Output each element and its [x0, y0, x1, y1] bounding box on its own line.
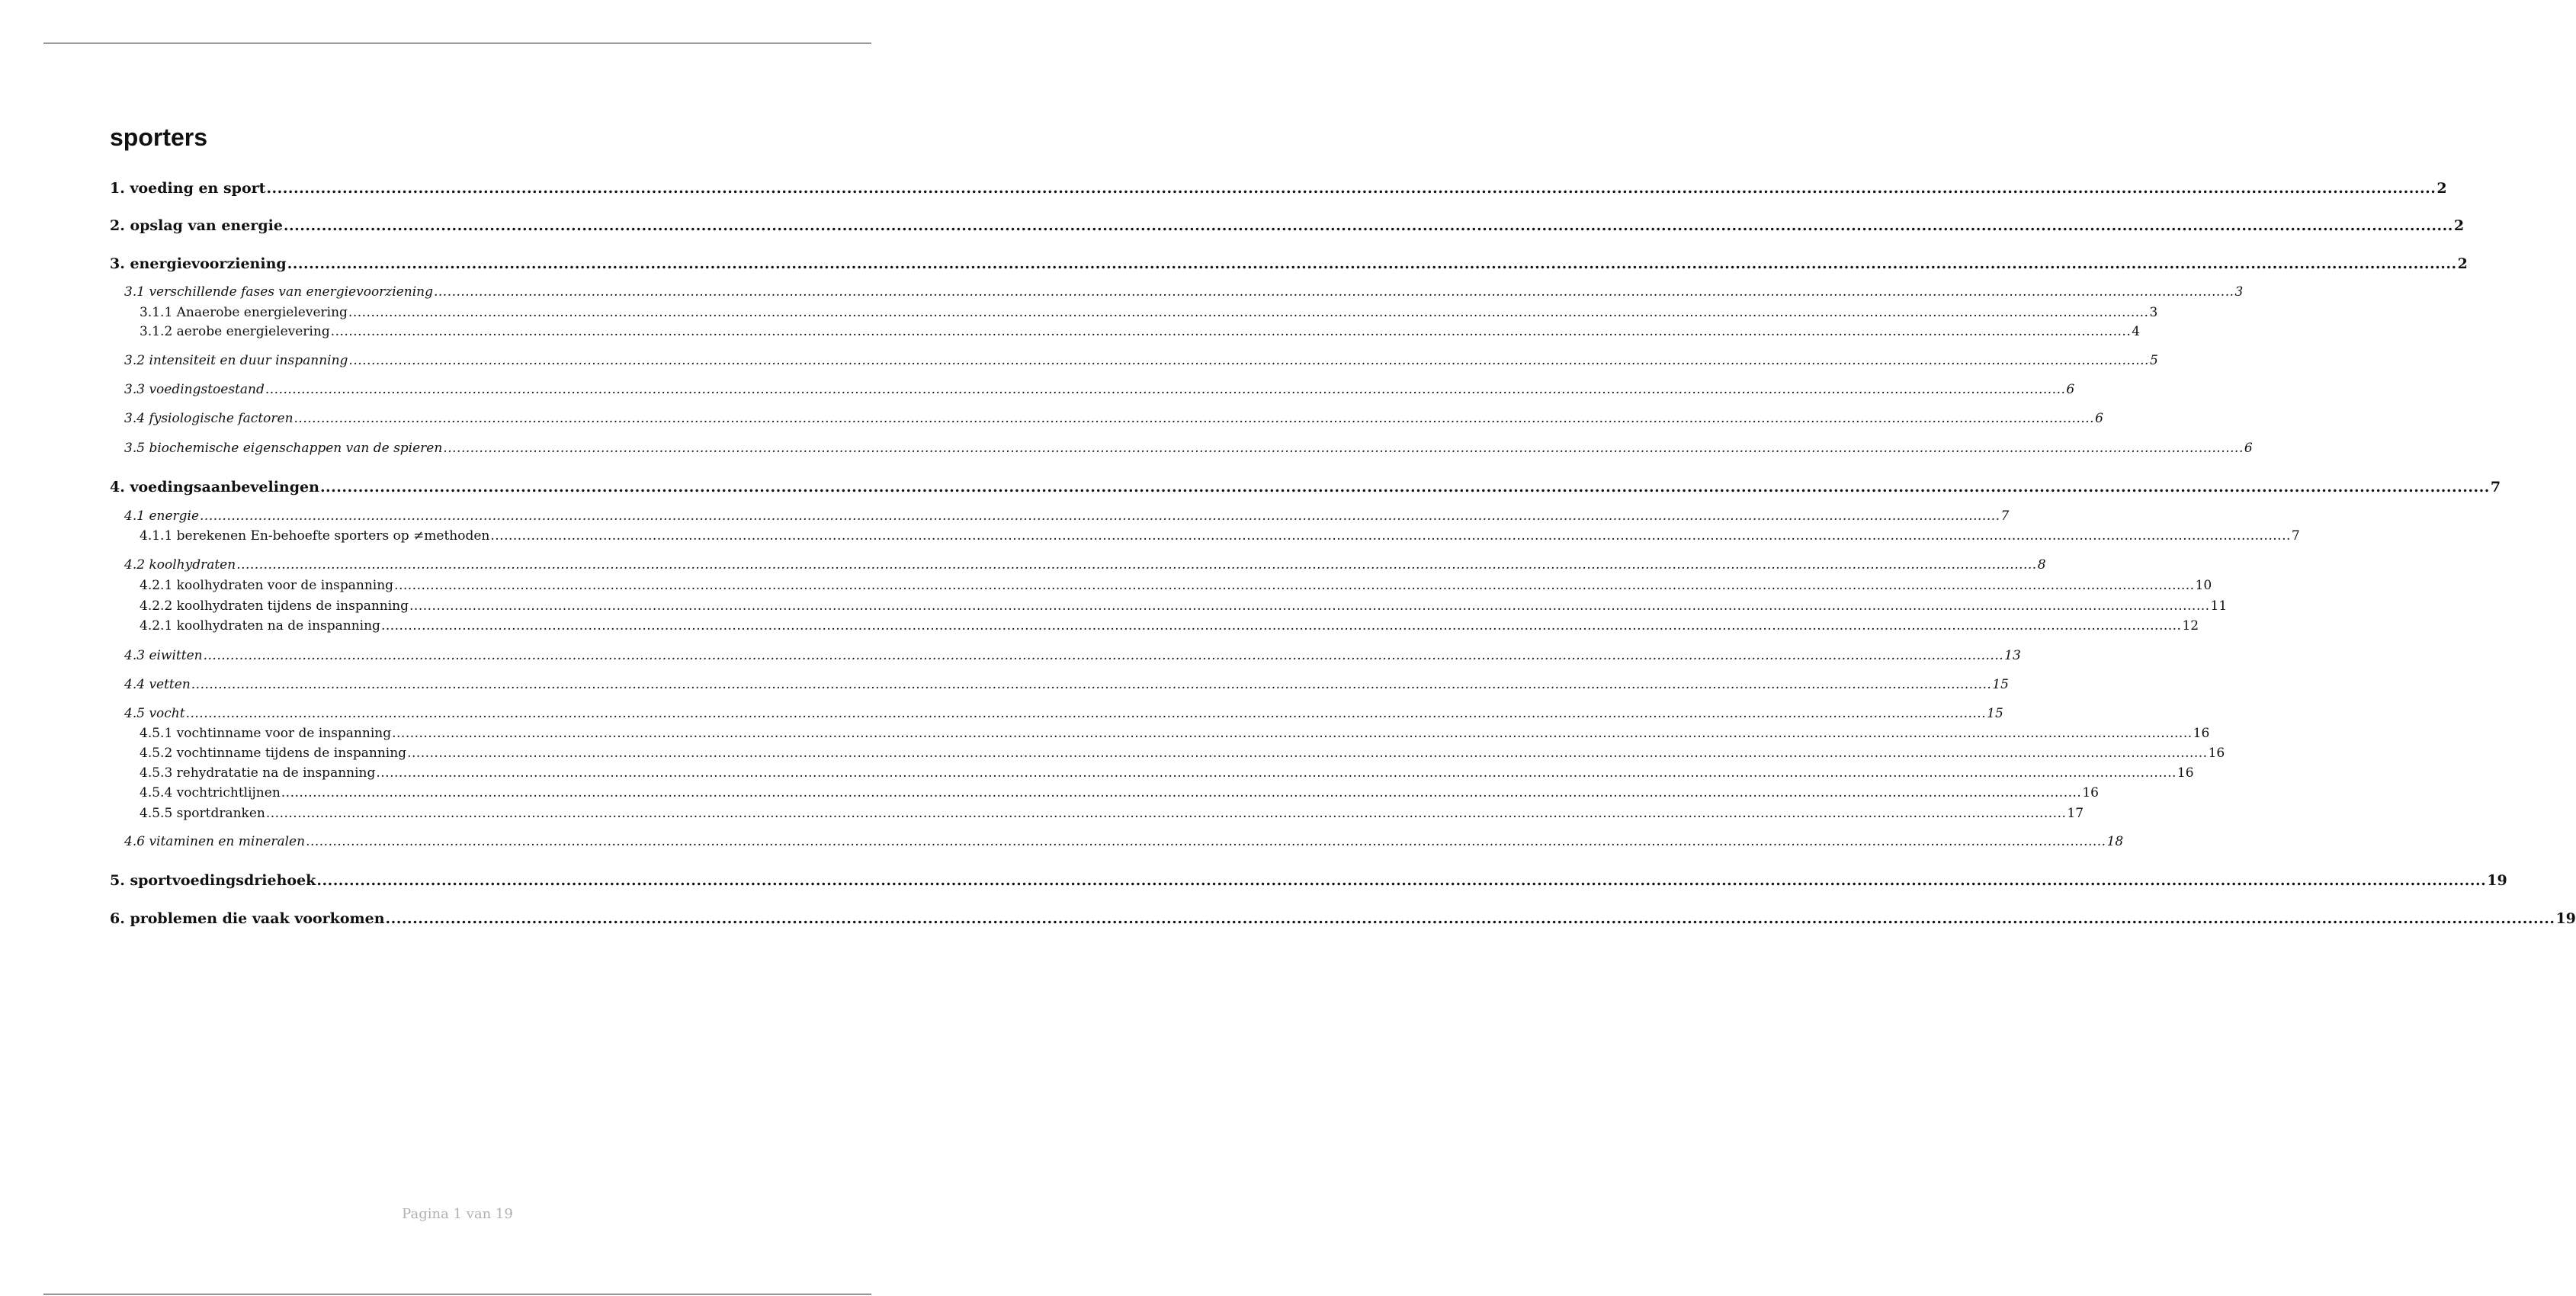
toc-entry-page-number: 17: [2067, 806, 2084, 821]
toc-leader-dots: ................................................................................................................................................................................................................................................................................................................................................................................................................: [283, 217, 2453, 234]
toc-leader-dots: ................................................................................................................................................................................................................................................................................................................................................................................................................: [281, 785, 2082, 800]
toc-entry[interactable]: [110, 872, 2507, 890]
toc-entry[interactable]: [110, 217, 2465, 235]
toc-entry[interactable]: [110, 255, 2468, 273]
toc-entry-label: 2. opslag van energie: [110, 217, 283, 234]
toc-entry-page-number: 16: [2193, 726, 2210, 741]
toc-entry-page-number: 16: [2082, 785, 2099, 800]
toc-entry-page-number: 4: [2132, 324, 2141, 339]
toc-entry-label: 3.4 fysiologische factoren: [124, 411, 294, 426]
toc-entry-label: 3. energievoorziening: [110, 255, 287, 272]
toc-leader-dots: ................................................................................................................................................................................................................................................................................................................................................................................................................: [265, 806, 2067, 821]
toc-leader-dots: ................................................................................................................................................................................................................................................................................................................................................................................................................: [200, 508, 2000, 524]
toc-entry-page-number: 18: [2106, 834, 2124, 849]
toc-leader-dots: ................................................................................................................................................................................................................................................................................................................................................................................................................: [266, 180, 2436, 197]
toc-entry-page-number: 7: [2000, 508, 2010, 524]
toc-entry-label: 3.5 biochemische eigenschappen van de spieren: [124, 441, 443, 456]
toc-entry-label: 4.1.1 berekenen En-behoefte sporters op ≠methoden: [140, 528, 490, 544]
toc-leader-dots: ................................................................................................................................................................................................................................................................................................................................................................................................................: [330, 324, 2132, 339]
toc-entry-label: 4. voedingsaanbevelingen: [110, 479, 319, 496]
toc-entry-page-number: 7: [2490, 479, 2501, 496]
toc-entry-page-number: 16: [2177, 765, 2194, 781]
toc-leader-dots: ................................................................................................................................................................................................................................................................................................................................................................................................................: [407, 746, 2208, 761]
toc-entry[interactable]: [140, 305, 2158, 320]
toc-leader-dots: ................................................................................................................................................................................................................................................................................................................................................................................................................: [490, 528, 2291, 544]
toc-entry-page-number: 16: [2208, 746, 2225, 761]
toc-entry-label: 4.4 vetten: [124, 677, 191, 692]
toc-entry[interactable]: [110, 180, 2447, 197]
toc-leader-dots: ................................................................................................................................................................................................................................................................................................................................................................................................................: [287, 255, 2457, 272]
toc-leader-dots: ................................................................................................................................................................................................................................................................................................................................................................................................................: [376, 765, 2177, 781]
toc-entry-page-number: 15: [1992, 677, 2009, 692]
toc-entry-page-number: 10: [2195, 578, 2212, 593]
toc-entry[interactable]: [124, 411, 2103, 426]
toc-leader-dots: ................................................................................................................................................................................................................................................................................................................................................................................................................: [394, 578, 2195, 593]
toc-entry-page-number: 15: [1987, 706, 2003, 721]
toc-entry-label: 3.1 verschillende fases van energievoorziening: [124, 284, 433, 300]
toc-leader-dots: ................................................................................................................................................................................................................................................................................................................................................................................................................: [385, 910, 2555, 927]
toc-entry-label: 4.1 energie: [124, 508, 200, 524]
toc-entry-page-number: 19: [2555, 910, 2576, 927]
toc-entry-label: 3.1.1 Anaerobe energielevering: [140, 305, 348, 320]
toc-entry-label: 4.5.4 vochtrichtlijnen: [140, 785, 281, 800]
toc-entry-label: 6. problemen die vaak voorkomen: [110, 910, 385, 927]
toc-entry-label: 4.5.2 vochtinname tijdens de inspanning: [140, 746, 407, 761]
toc-entry[interactable]: [140, 578, 2212, 593]
toc-entry-page-number: 5: [2149, 353, 2158, 368]
toc-entry-page-number: 6: [2066, 382, 2075, 397]
toc-entry-page-number: 7: [2291, 528, 2300, 544]
toc-entry-label: 4.5 vocht: [124, 706, 185, 721]
toc-entry-label: 4.2 koolhydraten: [124, 557, 236, 573]
toc-entry-label: 5. sportvoedingsdriehoek: [110, 872, 316, 889]
toc-entry-page-number: 2: [2453, 217, 2465, 234]
toc-entry[interactable]: [140, 324, 2141, 339]
toc-leader-dots: ................................................................................................................................................................................................................................................................................................................................................................................................................: [236, 557, 2037, 573]
toc-entry-label: 4.5.5 sportdranken: [140, 806, 265, 821]
toc-entry[interactable]: [124, 508, 2010, 524]
toc-entry[interactable]: [124, 557, 2046, 573]
toc-leader-dots: ................................................................................................................................................................................................................................................................................................................................................................................................................: [443, 441, 2244, 456]
toc-entry-label: 4.3 eiwitten: [124, 648, 203, 663]
toc-entry[interactable]: [140, 528, 2300, 544]
toc-entry-label: 3.2 intensiteit en duur inspanning: [124, 353, 348, 368]
toc-entry[interactable]: [140, 765, 2194, 781]
toc-entry-page-number: 2: [2457, 255, 2468, 272]
toc-entry[interactable]: [140, 785, 2099, 800]
toc-entry-label: 4.2.1 koolhydraten voor de inspanning: [140, 578, 394, 593]
toc-entry-label: 3.3 voedingstoestand: [124, 382, 265, 397]
toc-entry[interactable]: [140, 746, 2225, 761]
toc-entry[interactable]: [124, 284, 2244, 300]
toc-entry[interactable]: [110, 479, 2501, 496]
toc-entry[interactable]: [140, 598, 2228, 614]
page-footer: Pagina 1 van 19: [402, 1206, 513, 1222]
toc-leader-dots: ................................................................................................................................................................................................................................................................................................................................................................................................................: [319, 479, 2490, 496]
toc-entry-page-number: 19: [2487, 872, 2507, 889]
toc-leader-dots: ................................................................................................................................................................................................................................................................................................................................................................................................................: [392, 726, 2193, 741]
toc-entry-label: 4.2.1 koolhydraten na de inspanning: [140, 618, 380, 634]
toc-leader-dots: ................................................................................................................................................................................................................................................................................................................................................................................................................: [380, 618, 2182, 634]
toc-entry[interactable]: [140, 618, 2199, 634]
toc-leader-dots: ................................................................................................................................................................................................................................................................................................................................................................................................................: [191, 677, 1992, 692]
toc-entry-page-number: 8: [2037, 557, 2046, 573]
toc-entry-label: 4.5.1 vochtinname voor de inspanning: [140, 726, 392, 741]
toc-entry-page-number: 3: [2149, 305, 2158, 320]
toc-entry[interactable]: [110, 910, 2576, 928]
toc-entry-page-number: 6: [2095, 411, 2103, 426]
toc-entry[interactable]: [124, 648, 2021, 663]
toc-entry-label: 3.1.2 aerobe energielevering: [140, 324, 330, 339]
toc-entry-label: 4.2.2 koolhydraten tijdens de inspanning: [140, 598, 409, 614]
toc-entry-label: 4.6 vitaminen en mineralen: [124, 834, 306, 849]
toc-entry-page-number: 3: [2234, 284, 2244, 300]
document-title: sporters: [110, 124, 208, 151]
toc-entry-label: 1. voeding en sport: [110, 180, 266, 197]
toc-entry[interactable]: [124, 677, 2009, 692]
toc-leader-dots: ................................................................................................................................................................................................................................................................................................................................................................................................................: [348, 353, 2149, 368]
toc-entry-page-number: 13: [2004, 648, 2021, 663]
toc-entry[interactable]: [140, 726, 2210, 741]
toc-entry-page-number: 6: [2244, 441, 2253, 456]
toc-entry[interactable]: [124, 382, 2075, 397]
toc-leader-dots: ................................................................................................................................................................................................................................................................................................................................................................................................................: [306, 834, 2106, 849]
toc-leader-dots: ................................................................................................................................................................................................................................................................................................................................................................................................................: [185, 706, 1987, 721]
toc-leader-dots: ................................................................................................................................................................................................................................................................................................................................................................................................................: [433, 284, 2234, 300]
toc-entry[interactable]: [124, 834, 2124, 849]
toc-leader-dots: ................................................................................................................................................................................................................................................................................................................................................................................................................: [348, 305, 2149, 320]
toc-leader-dots: ................................................................................................................................................................................................................................................................................................................................................................................................................: [265, 382, 2066, 397]
toc-leader-dots: ................................................................................................................................................................................................................................................................................................................................................................................................................: [294, 411, 2095, 426]
toc-entry[interactable]: [124, 353, 2158, 368]
toc-entry[interactable]: [124, 441, 2253, 456]
toc-entry-label: 4.5.3 rehydratatie na de inspanning: [140, 765, 376, 781]
toc-entry[interactable]: [124, 706, 2003, 721]
toc-leader-dots: ................................................................................................................................................................................................................................................................................................................................................................................................................: [203, 648, 2004, 663]
toc-entry-page-number: 11: [2210, 598, 2228, 614]
toc-entry[interactable]: [140, 806, 2084, 821]
toc-leader-dots: ................................................................................................................................................................................................................................................................................................................................................................................................................: [316, 872, 2487, 889]
toc-leader-dots: ................................................................................................................................................................................................................................................................................................................................................................................................................: [409, 598, 2210, 614]
toc-entry-page-number: 12: [2182, 618, 2199, 634]
toc-entry-page-number: 2: [2436, 180, 2447, 197]
